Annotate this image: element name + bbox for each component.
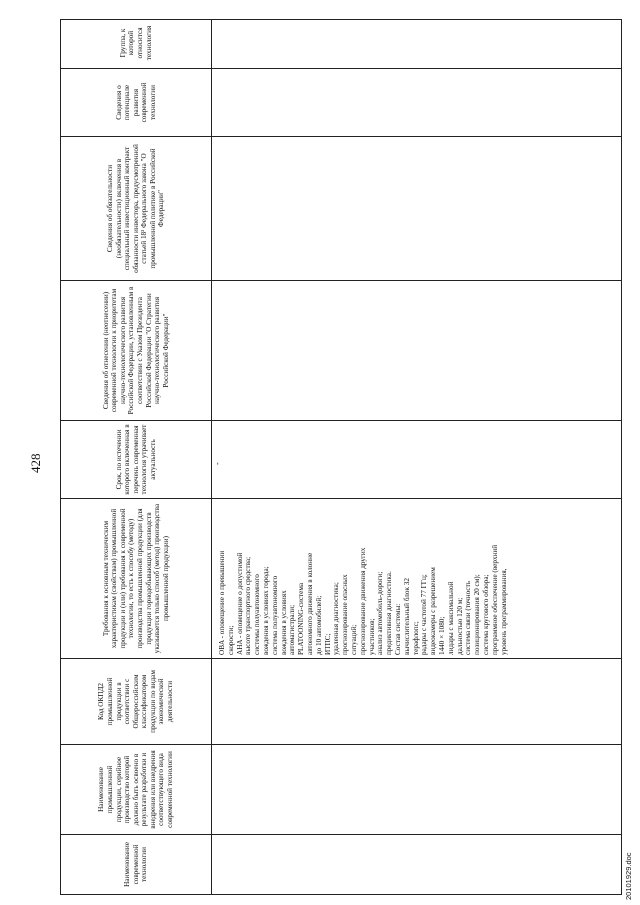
requirements-line: прогнозирование опасных <box>341 574 350 655</box>
requirements-line: система связи (точность <box>464 580 473 655</box>
column-divider <box>212 498 621 499</box>
requirements-line: предиктивная диагностика. <box>385 571 394 655</box>
header-product-name: Наименование промышленной продукции, серийное производство которой должно быть освоено в результате разработки и внедрения или внедрения соответствующего вида современной технологии <box>61 744 211 834</box>
header-requirements: Требования к основным техническим характеристикам (свойствам) промышленной продукции и (или) требования к современной технологии, то есть к способу (методу) производства промышленной продукции (для продукции горнодобывающих производств указывается только способ (метод) производства промышленной продукции) <box>61 498 211 658</box>
page-number: 428 <box>28 453 43 473</box>
requirements-line: 1440 × 1080; <box>437 616 446 655</box>
column-divider <box>212 420 621 421</box>
column-divider <box>212 744 621 745</box>
requirements-line: вождения в условиях <box>279 590 288 655</box>
requirements-line: PLATOONING-система <box>297 582 306 655</box>
header-priority: Сведения об отнесении (неотнесении) современной технологии к приоритетам научно-технологического развития Российской Федерации, установленным в соответствии с Указом Президента Российской Федерации "О Стратегии научно-технологического развития Российской Федерации" <box>61 280 211 420</box>
requirements-line: участников; <box>367 618 376 655</box>
requirements-line: лидары с максимальной <box>446 581 455 655</box>
requirements-line: система кругового обзора; <box>481 574 490 655</box>
header-potential: Сведения о потенциале развития современной технологии <box>61 68 211 136</box>
requirements-line: высоте транспортного средства; <box>244 556 253 655</box>
requirements-text <box>218 545 508 655</box>
requirements-line: анализ автомобиль-дороги; <box>376 571 385 655</box>
table-header-row <box>60 19 212 895</box>
requirements-line: скорости; <box>226 625 235 655</box>
header-group: Группа, к которой относится технология <box>118 25 153 61</box>
column-divider <box>212 68 621 69</box>
requirements-line: AHA - оповещение о допустимой <box>235 552 244 655</box>
term-dash: - <box>213 462 222 465</box>
requirements-line: системы полуавтономного <box>253 574 262 655</box>
requirements-line: видеокамеры с разрешением <box>429 567 438 655</box>
header-term: Срок, по истечении которого включенная в перечень современная технология утрачивает актуальность <box>61 420 211 498</box>
requirements-line: ситуаций; <box>349 624 358 655</box>
requirements-line: автономного движения в колонне <box>305 552 314 655</box>
requirements-line: ИТПС; <box>323 633 332 655</box>
header-technology-name: Наименование современной технологии <box>61 834 211 894</box>
requirements-line: прогнозирование движения других <box>358 547 367 655</box>
requirements-line: уровень программирования, <box>499 568 508 655</box>
requirements-line: программное обеспечение (верхний <box>490 544 499 655</box>
requirements-line: дальностью 120 м; <box>455 597 464 655</box>
requirements-line: до 10 автомобилей; <box>314 595 323 655</box>
document-id: 20101929.doc <box>624 852 633 900</box>
requirements-line: автомагистрали; <box>288 604 297 655</box>
table-data-row <box>212 19 622 895</box>
requirements-line: позиционирования 20 см); <box>473 574 482 655</box>
requirements-line: терафлопс; <box>411 621 420 655</box>
requirements-line: система полуавтономного <box>270 575 279 655</box>
header-investment-contract: Сведения об обязательности (необязательности) включения в специальный инвестиционный контракт обязанности инвестора, предусмотренной статьей 18³ Федерального закона "О промышленной политике в Российской Федерации" <box>61 136 211 280</box>
requirements-line: вождения в условиях города; <box>261 566 270 655</box>
column-divider <box>212 658 621 659</box>
requirements-line: вычислительный блок 32 <box>402 578 411 655</box>
requirements-line: OBA - оповещение о превышении <box>218 550 226 655</box>
requirements-line: Состав системы: <box>393 603 402 655</box>
requirements-line: удаленная диагностика; <box>332 582 341 655</box>
column-divider <box>212 834 621 835</box>
column-divider <box>212 136 621 137</box>
requirements-line: радары с частотой 77 ГГц; <box>420 574 429 655</box>
header-okpd2-code: Код ОКПД2 промышленной продукции в соответствии с Общероссийским классификатором продукции по видам экономической деятельности <box>61 658 211 744</box>
column-divider <box>212 280 621 281</box>
